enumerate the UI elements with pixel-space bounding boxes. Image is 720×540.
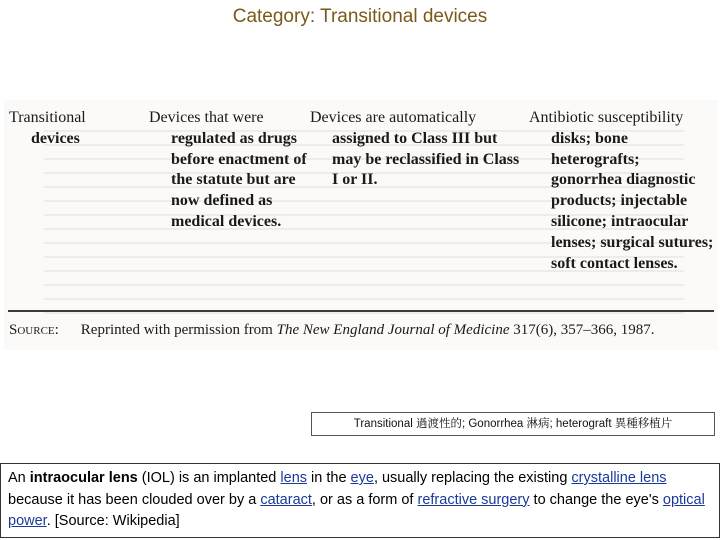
table-col-head: Antibiotic susceptibility	[529, 109, 684, 126]
table-col-body: regulated as drugs before enactment of the statute but are now defined as medical devices.	[171, 129, 307, 230]
table-col-body: devices	[31, 129, 80, 147]
source-line	[9, 322, 655, 339]
source-label: Source:	[9, 322, 59, 338]
link-eye[interactable]: eye	[350, 470, 374, 486]
definition-box	[0, 463, 720, 538]
note-text: (IOL) is an implanted	[137, 470, 281, 486]
note-text: because it has been clouded over by a	[8, 491, 261, 508]
source-citation: 317(6), 357–366, 1987.	[513, 322, 655, 338]
note-term: intraocular lens	[29, 470, 138, 486]
source-journal: The New England Journal of Medicine	[276, 322, 510, 338]
table-col-examples	[529, 108, 714, 274]
link-lens[interactable]: lens	[280, 470, 308, 486]
table-col-head: Devices are automatically	[310, 109, 477, 126]
link-optical-power[interactable]: optical power	[8, 491, 705, 529]
link-cataract[interactable]: cataract	[260, 491, 312, 508]
table-col-body: assigned to Class III but may be reclassified in Class I or II.	[332, 129, 520, 189]
link-crystalline-lens[interactable]: crystalline lens	[571, 470, 667, 486]
scanned-table-image	[4, 100, 718, 350]
note-text: to change the eye's	[529, 491, 663, 508]
table-col-transitional	[9, 108, 129, 150]
table-col-body: disks; bone heterografts; gonorrhea diagnostic products; injectable silicone; intraocular lenses; surgical sutures; soft contact lenses.	[551, 129, 714, 272]
source-text: Reprinted with permission from	[80, 322, 273, 338]
note-text: An	[8, 470, 30, 486]
link-refractive-surgery[interactable]: refractive surgery	[417, 491, 530, 508]
note-text: . [Source: Wikipedia]	[46, 513, 180, 529]
table-col-definition	[149, 108, 309, 233]
table-col-head: Devices that were	[149, 109, 264, 126]
note-text: , or as a form of	[311, 491, 418, 508]
note-text: , usually replacing the existing	[373, 470, 572, 486]
slide-title: Category: Transitional devices	[232, 6, 488, 27]
table-divider	[8, 310, 714, 312]
glossary-box: Transitional 過渡性的; Gonorrhea 淋病; heterograft 異種移植片	[311, 412, 715, 436]
table-col-classification	[310, 108, 525, 191]
table-col-head: Transitional	[9, 109, 86, 126]
note-text: in the	[307, 470, 351, 486]
